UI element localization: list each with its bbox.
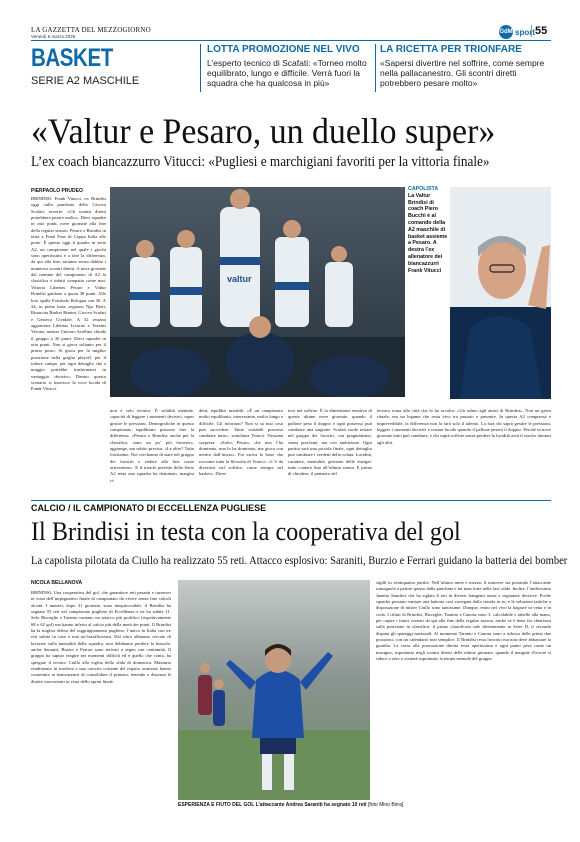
logo-badge-icon: GdM (499, 25, 513, 39)
article-column-4: tirsi nel soffrire. È la dimensione emotiva di queste ultime nove giornate, quando il pallone pesa il doppio e ogni possesso può cambiare una stagione. Scafati vuole restare nel gruppo dei favoriti, con pragmatismo, senza proclami, ma con ambizione. Ogni partita sarà una piccola finale, ogni dettaglio può cambiare i verdetti della volata. Lucidità, carattere, mentalità, gestione delle energie: tutto conterà fino all’ultima sirena. E prima di chiudere, il pensiero del (288, 408, 372, 477)
photo-caption-text: La Valtur Brindisi di coach Piero Bucchi è al comando della A2 maschile di basket assieme a Pesaro. A destra l’ex allenatore dei biancazzurri Frank Vitucci (408, 192, 448, 274)
article-column-5: tecnico torna alla città che lo ha accolto: «Un saluto agli amici di Brindisi». Non un gesto rituale, ma un legame che resta vivo tra passato e presente. In questa A2 compressa e imprevedibile, la differenza non la farà solo il talento. La farà chi saprà gestire le pressioni, leggere i momenti decisivi e restare lucido quando il pallone peserà il doppio. Perché in nove giornate tutto può cambiare, e chi saprà soffrire senza perdere la lucidità avrà il sorriso davanti agli altri. (377, 408, 551, 445)
photo-caption (178, 802, 403, 808)
photo-credit: [foto Mino Birra] (367, 802, 404, 808)
teaser-title: LOTTA PROMOZIONE NEL VIVO (207, 44, 360, 55)
teaser-title: LA RICETTA PER TRIONFARE (380, 44, 522, 55)
article-kicker: CALCIO / IL CAMPIONATO DI ECCELLENZA PUGLIESE (31, 503, 267, 513)
jersey-text: valtur (227, 274, 252, 284)
page-number: 55 (531, 25, 547, 37)
team-photo (110, 187, 405, 397)
teaser-text: L’esperto tecnico di Scafati: «Torneo molto equilibrato, lungo e difficile. Verrà fuori la squadra che ha qualcosa in più» (207, 58, 367, 88)
coach-photo (450, 187, 551, 399)
article-headline: «Valtur e Pesaro, un duello super» (31, 111, 496, 151)
article-subhead: La capolista pilotata da Ciullo ha realizzato 55 reti. Attacco esplosivo: Saraniti, Burzio e Ferrari guidano la batteria dei bomber (31, 553, 568, 567)
teaser-2 (380, 44, 552, 88)
photo-caption-text: ESPERIENZA E FIUTO DEL GOL L’attaccante Andrea Saraniti ha segnato 10 reti (178, 802, 367, 808)
article-byline: PIERPAOLO PRUDEO (31, 188, 83, 194)
article-column-3: detti, equilibri instabili. «È un campionato molto equilibrato, interessante, molto lungo e difficile. Gli infortuni? Non si sa mai cosa può succedere. Tante variabili possono cambiare tutto», sottolinea Vitucci. Nessuna sorpresa: «Salvo Pesaro, che non l’ha dominato, non lo ha dominato, ma gioca con merito dall’inizio». Poi arriva la frase che racconta tutta la filosofia di Vitucci: «C’è da divertirsi nel soffrire, come sempre nel basket». Diver- (199, 408, 283, 477)
article-column-1: BRINDISI. Una cooperativa del gol, che garantisce reti pesanti e turnover in vista dell’impegnativo finale di campionato da vivere senza fare calcoli alcuni. I numeri, dopo 31 giornate, sono inequivocabili: il Brindisi ha segnato 55 reti nel campionato pugliese di Eccellenza e ne ha subite 11. Solo Bisceglie e Taranto vantano un attacco più prolifico (rispettivamente 68 e 62 gol) ma hanno inferto al calcio più della metà dei punti. Il Brindisi ha la miglior difesa del raggruppamento pugliese, l’unico in Italia con tre reti subite in casa e mai un’insufficienza. Dal ritiro abbiamo cercato di lavorare sulla mentalità della squadra, non dobbiamo perdere la bussola: anche Saraniti, Burzio e Ferrari sono arrivati a segno con continuità. Il gruppo ha saputo reagire nei momenti difficili ed è quello che conta, ha spiegato il tecnico Ciullo alla vigilia della sfida di domenica. Massimo rendimento in trasferta e una crescita costante del reparto avanzato hanno consentito ai biancazzurri di consolidare il primato, tenendo a distanza le dirette concorrenti in vista dello sprint finale. (31, 590, 171, 684)
logo-text: sport (515, 27, 535, 37)
teaser-text: «Sapersi divertire nel soffrire, come sempre nella pallacanestro. Gli scontri diretti potrebbero pesare molto» (380, 58, 545, 88)
article-column-2: sigilli in ventiquattro partite. Nell’ultimo mese e mezzo, il turnover sta portando l’attaccante romagnolo a partire spesso dalla panchina e far man forte nelle fasi calde. Inoltre, l’undicesimo Juanito Sanchez che ha siglato 6 reti in diversi frangenti assist e segnature decisive. Poche squadre possono vantare una batteria così variegata dalla cintola in su, e le soluzioni tattiche a disposizione di mister Ciullo sono tantissime. Dunque, entro nel vivo la bagarre in vetta e in coda. I rifiuti di Brindisi, Bisceglie, Taranto e Canosa sono 3, calcolabile e tabelle alla mano, per capire i futuri scenari da qui alla fine della regular season, anche se è bene far chiarezza sulla posizione in classifica: il primo classificato sale direttamente in Serie D, il secondo disputa gli spareggi nazionali. Al momento Taranto e Canosa sono a ridosso delle prime due posizioni, con un calendario non semplice. Il Brindisi resta favorito ma non deve abbassare la guardia. La corsa alla promozione diretta resta apertissima e ogni punto pesa come un macigno, soprattutto negli scontri diretti delle ultime giornate, quando il margine d’errore si riduce a zero e conterà soprattutto la tenuta mentale del gruppo. (376, 580, 551, 662)
teaser-divider (200, 44, 201, 92)
section-rule (31, 500, 551, 501)
issue-date: Venerdì 6 marzo 2026 (31, 34, 76, 39)
sport-logo (499, 25, 535, 39)
subsection-title: SERIE A2 MASCHILE (31, 75, 140, 87)
player-photo (178, 580, 370, 800)
article-byline: NICOLA BELLANOVA (31, 580, 83, 586)
newspaper-name: LA GAZZETTA DEL MEZZOGIORNO (31, 26, 151, 34)
article-headline: Il Brindisi in testa con la cooperativa del gol (31, 517, 461, 546)
teaser-1 (207, 44, 371, 88)
photo-caption-title: CAPOLISTA (408, 186, 439, 192)
photo-caption (408, 186, 448, 274)
article-column-1: BRINDISI. Frank Vitucci, ex Brindisi oggi sulla panchina della Givova Scafati, avverte: «Gli scontri diretti potrebbero pesare molto». Dieci squadre in otto punti, nove giornate alla fine della regular season, Pesaro e Brindisi in testa a Final Four di Coppa Italia alle porte. È questo oggi il quadro in serie A2, un campionato nel quale i giochi sono apertissimi e a fare la differenza, da qui alla fine, saranno senza dubbio i numerosi scontri diretti. A nove giornate dal termine del campionato di A2 la classifica è infatti compatta come mai. Vittoria Libertas Pesaro e Valtur Brindisi guidano a quota 38 punti. Alle loro spalle Fortitudo Bologna con 36. A 34, in piena lotta, seguono Npc Rieti, Rinascita Basket Rimini, Givova Scafati e Gesteco Cividale. A 32 restano agganciate Libertas Livorno e Tezenis Verona, mentre Unieuro Avellino chiude il gruppo a 30 punti. Dieci squadre in otto punti. Non si gioca soltanto per il primo posto. Si gioca per la miglior posizione nella griglia playoff, per il fattore campo, per ogni dettaglio che a maggio potrebbe trasformarsi in vantaggio decisivo. Dentro questo scenario si inserisce la voce lucida di Frank Vitucci. (31, 196, 106, 392)
article-column-2: non è solo tecnica. È solidità mentale, capacità di leggere i momenti decisivi, saper gestire le pressioni. Demografiche in questo campionato equilibrato possono fare la differenza. «Pesaro e Brindisi, anche per la classifica, sono un po’ più favorite», aggiunge, ma subito precisa: «Le altre? Tutte fortissime. Noi cerchiamo di stare nel gruppo dei favoriti e vedere alla fine come arriveremo». E il trionfo perfetto della Serie A2 resta una squadra ha dominato, margini ri- (110, 408, 194, 483)
teaser-divider (375, 44, 376, 92)
header-rule (31, 40, 551, 41)
article-subhead: L’ex coach biancazzurro Vitucci: «Pugliesi e marchigiani favoriti per la vittoria finale» (31, 154, 490, 170)
section-title: BASKET (31, 44, 113, 72)
